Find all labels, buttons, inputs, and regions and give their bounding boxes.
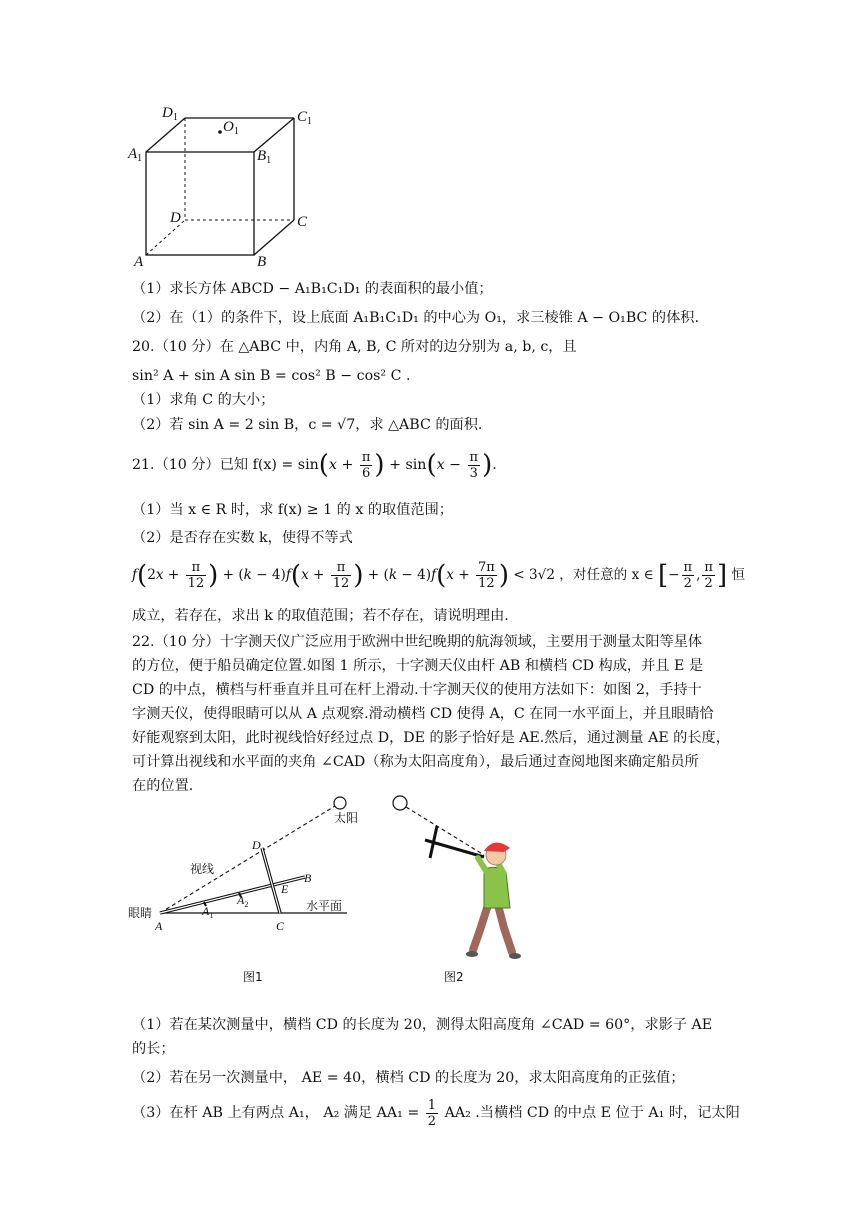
label-c1: $C_1$ <box>297 109 313 127</box>
label-sight: 视线 <box>190 862 215 876</box>
q22-sub1-cont: 的长； <box>132 1041 175 1057</box>
label-horizon: 水平面 <box>306 899 343 913</box>
q21-head-prefix: 21.（10 分）已知 f(x) = sin <box>132 457 319 473</box>
q21-part2: （2）是否存在实数 k，使得不等式 <box>132 530 353 546</box>
label-fig-d: D <box>252 838 261 852</box>
person-leg-left <box>473 905 488 950</box>
q22-line6: 可计算出视线和水平面的夹角 ∠CAD（称为太阳高度角），最后通过查阅地图来确定船员所 <box>132 754 699 770</box>
q22-line5: 好能观察到太阳，此时视线恰好经过点 D，DE 的影子恰好是 AE.然后，通过测量 AE 的长度， <box>132 730 730 746</box>
q21-inequality: f(2x + $\frac{\pi}{12}$ ) + (k − 4)f(x + $\frac{\pi}{12}$ ) + (k − 4)f(x + $\frac{7\pi}{12}$ ) < 3√2 ，对任意的 x ∈ [− $\frac{\pi}{2}$ , $\frac{\pi}{2}$ ] 恒 <box>132 560 746 591</box>
label-d: D <box>170 210 181 226</box>
label-sun: 太阳 <box>334 811 359 825</box>
sun-icon-2 <box>393 796 407 810</box>
q21-ineq-tail: < 3√2 ，对任意的 x ∈ <box>513 567 654 583</box>
frac-pi-6: $\frac{\pi}{6}$ <box>361 449 371 481</box>
label-eye: 眼睛 <box>128 906 153 920</box>
q20-part2: （2）若 sin A = 2 sin B，c = √7，求 △ABC 的面积. <box>132 417 483 433</box>
q22-line4: 字测天仪，使得眼睛可以从 A 点观察.滑动横档 CD 使得 A，C 在同一水平面上，并且眼睛恰 <box>132 706 714 722</box>
q20-part1: （1）求角 C 的大小； <box>132 392 275 408</box>
q22-line2: 的方位，便于船员确定位置.如图 1 所示，十字测天仪由杆 AB 和横档 CD 构成，并且 E 是 <box>132 658 704 674</box>
label-fig-a1: $A_1$ <box>202 904 214 920</box>
q22-sub3-pre: （3）在杆 AB 上有两点 A₁， A₂ 满足 AA₁ = <box>132 1105 420 1121</box>
q22-line1: 22.（10 分）十字测天仪广泛应用于欧洲中世纪晚期的航海领域，主要用于测量太阳等星体 <box>132 634 703 650</box>
label-fig-e: E <box>281 882 289 896</box>
q22-sub2: （2）若在另一次测量中， AE = 40，横档 CD 的长度为 20，求太阳高度角的正弦值； <box>132 1070 685 1086</box>
label-fig-b: B <box>304 871 312 885</box>
label-fig-c: C <box>276 919 285 933</box>
q21-part2-cont: 成立，若存在，求出 k 的取值范围；若不存在，请说明理由. <box>132 608 509 624</box>
label-b1: $B_1$ <box>257 148 272 166</box>
q22-sub3 <box>132 1097 740 1129</box>
q22-line3: CD 的中点，横档与杆垂直并且可在杆上滑动.十字测天仪的使用方法如下：如图 2，手持十 <box>132 682 702 698</box>
q20-heading: 20.（10 分）在 △ABC 中，内角 A, B, C 所对的边分别为 a, b, c，且 <box>132 339 577 355</box>
label-a: A <box>134 254 144 270</box>
q21-heading: 21.（10 分）已知 f(x) = sin(x + $\frac{\pi}{6}$ ) + sin(x − $\frac{\pi}{3}$ ). <box>132 449 497 481</box>
q22-sub3-post: AA₂ .当横档 CD 的中点 E 位于 A₁ 时，记太阳 <box>444 1105 740 1121</box>
q20-equation: sin² A + sin A sin B = cos² B − cos² C . <box>132 368 411 384</box>
frac-one-half: $\frac{1}{2}$ <box>427 1097 437 1129</box>
person-leg-right <box>498 905 512 952</box>
label-a1: $A_1$ <box>128 146 143 164</box>
figure-2-caption: 图2 <box>444 970 464 984</box>
label-o1: $O_1$ <box>223 119 239 137</box>
q22-line7: 在的位置. <box>132 778 194 794</box>
frac-pi-3: $\frac{\pi}{3}$ <box>469 449 479 481</box>
person-cap <box>484 843 510 852</box>
q21-head-mid: + sin <box>389 457 427 473</box>
label-d1: $D_1$ <box>162 105 178 123</box>
label-fig-a2: $A_2$ <box>237 893 249 909</box>
q21-tail-word: 恒 <box>731 567 746 583</box>
q22-sub1: （1）若在某次测量中，横档 CD 的长度为 20，测得太阳高度角 ∠CAD = 60°，求影子 AE <box>132 1017 713 1033</box>
q21-part1: （1）当 x ∈ R 时，求 f(x) ≥ 1 的 x 的取值范围； <box>132 502 453 518</box>
label-fig-a: A <box>155 919 163 933</box>
q19-part1: （1）求长方体 ABCD − A₁B₁C₁D₁ 的表面积的最小值； <box>132 281 493 297</box>
label-b: B <box>257 254 267 270</box>
figure-1-caption: 图1 <box>243 970 263 984</box>
q19-part2: （2）在（1）的条件下，设上底面 A₁B₁C₁D₁ 的中心为 O₁，求三棱锥 A − O₁BC 的体积. <box>132 310 699 326</box>
label-c: C <box>297 214 308 230</box>
